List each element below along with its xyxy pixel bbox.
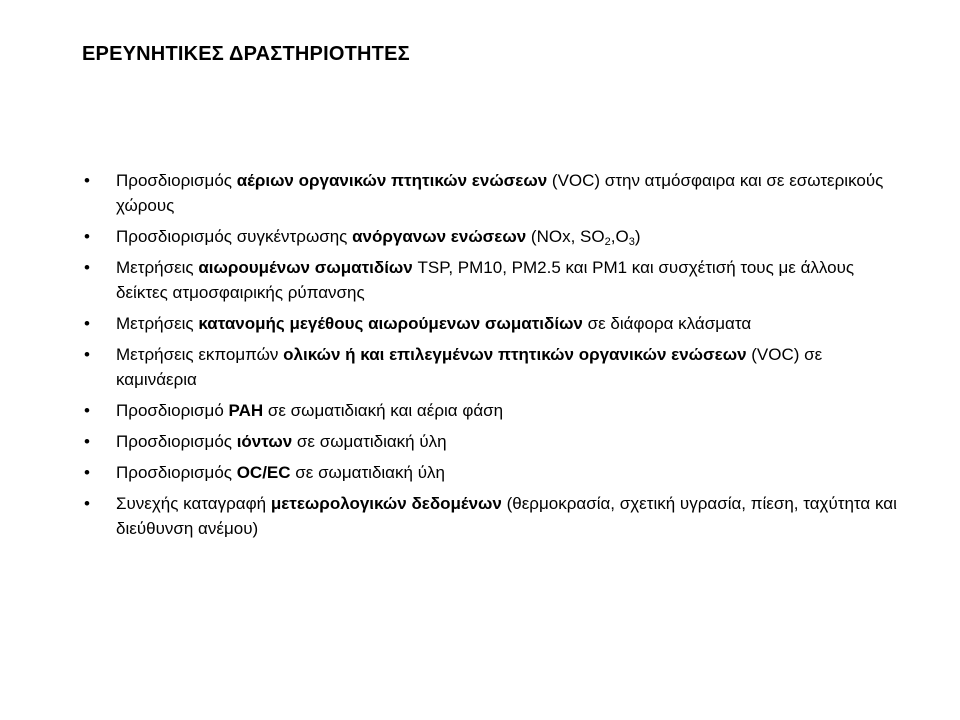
bullet-text <box>116 171 883 215</box>
bullet-text <box>116 227 640 246</box>
plain-text: ,O <box>610 227 629 246</box>
subscript-text: 2 <box>604 236 611 248</box>
bold-text: μετεωρολογικών δεδομένων <box>270 494 502 513</box>
bullet-item <box>82 342 902 392</box>
bullet-text <box>116 345 822 389</box>
subscript-text: 3 <box>628 236 635 248</box>
bullet-item <box>82 398 902 423</box>
plain-text: σε σωματιδιακή και αέρια φάση <box>263 401 504 420</box>
plain-text: Συνεχής καταγραφή <box>116 494 271 513</box>
bold-text: κατανομής μεγέθους αιωρούμενων σωματιδίων <box>198 314 583 333</box>
bullet-dot-icon: • <box>84 171 90 190</box>
bold-text: OC/EC <box>236 463 291 482</box>
bullet-item <box>82 311 902 336</box>
bullet-text <box>116 258 854 302</box>
bold-text: ανόργανων ενώσεων <box>352 227 527 246</box>
bold-text: ολικών ή και επιλεγμένων πτητικών οργανικών ενώσεων <box>283 345 747 364</box>
bullet-dot-icon: • <box>84 227 90 246</box>
plain-text: (VOC) σε καμινάερια <box>116 345 823 389</box>
plain-text: Προσδιορισμός <box>116 432 237 451</box>
bullet-dot-icon: • <box>84 463 90 482</box>
bullet-dot-icon: • <box>84 258 90 277</box>
bullet-text <box>116 494 897 538</box>
bullet-text <box>116 463 445 482</box>
bullet-text <box>116 401 503 420</box>
bullet-list <box>82 168 902 547</box>
bullet-dot-icon: • <box>84 494 90 513</box>
bullet-item <box>82 224 902 249</box>
plain-text: Προσδιορισμός συγκέντρωσης <box>116 227 353 246</box>
plain-text: Προσδιορισμός <box>116 171 237 190</box>
plain-text: (θερμοκρασία, σχετική υγρασία, πίεση, ταχύτητα και διεύθυνση ανέμου) <box>116 494 897 538</box>
bold-text: αέριων οργανικών πτητικών ενώσεων <box>236 171 548 190</box>
plain-text: Προσδιορισμό <box>116 401 229 420</box>
plain-text: Μετρήσεις <box>116 314 199 333</box>
bullet-item <box>82 491 902 541</box>
bold-text: ιόντων <box>236 432 293 451</box>
bullet-item <box>82 255 902 305</box>
plain-text: (NOx, SO <box>526 227 605 246</box>
bullet-text <box>116 432 447 451</box>
plain-text: Προσδιορισμός <box>116 463 237 482</box>
bold-text: PAH <box>228 401 264 420</box>
plain-text: σε σωματιδιακή ύλη <box>290 463 445 482</box>
plain-text: Μετρήσεις εκπομπών <box>116 345 284 364</box>
bullet-dot-icon: • <box>84 401 90 420</box>
bullet-dot-icon: • <box>84 314 90 333</box>
bullet-dot-icon: • <box>84 432 90 451</box>
bullet-item <box>82 168 902 218</box>
plain-text: TSP, PM10, PM2.5 και PM1 και συσχέτισή τους με άλλους δείκτες ατμοσφαιρικής ρύπανσης <box>116 258 855 302</box>
plain-text: ) <box>634 227 641 246</box>
bullet-item <box>82 429 902 454</box>
bold-text: αιωρουμένων σωματιδίων <box>198 258 413 277</box>
plain-text: (VOC) στην ατμόσφαιρα και σε εσωτερικούς χώρους <box>116 171 884 215</box>
bullet-text <box>116 314 751 333</box>
plain-text: Μετρήσεις <box>116 258 199 277</box>
plain-text: σε σωματιδιακή ύλη <box>292 432 447 451</box>
plain-text: σε διάφορα κλάσματα <box>582 314 752 333</box>
slide-title: ΕΡΕΥΝΗΤΙΚΕΣ ΔΡΑΣΤΗΡΙΟΤΗΤΕΣ <box>82 43 410 65</box>
bullet-dot-icon: • <box>84 345 90 364</box>
bullet-item <box>82 460 902 485</box>
